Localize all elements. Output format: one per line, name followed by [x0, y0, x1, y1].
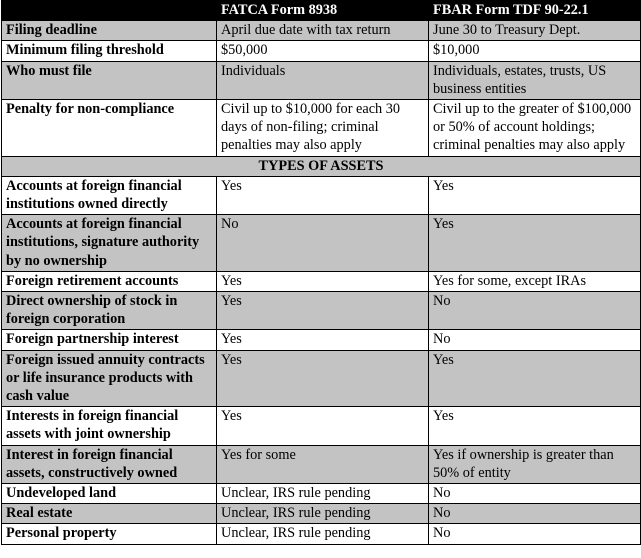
table-row	[2, 504, 641, 524]
row-label: Interests in foreign financial assets with joint ownership	[2, 407, 217, 445]
fbar-cell: Yes	[429, 407, 641, 445]
row-label: Minimum filing threshold	[2, 41, 217, 61]
fbar-cell: Individuals, estates, trusts, US business entities	[429, 61, 641, 99]
fatca-cell: Individuals	[217, 61, 429, 99]
row-label: Direct ownership of stock in foreign corporation	[2, 292, 217, 330]
row-label: Accounts at foreign financial institutions owned directly	[2, 176, 217, 214]
section-row-types-of-assets	[2, 156, 641, 176]
fatca-cell: No	[217, 215, 429, 272]
row-label: Filing deadline	[2, 21, 217, 41]
fatca-cell: Unclear, IRS rule pending	[217, 524, 429, 544]
fatca-fbar-comparison-table	[1, 0, 641, 545]
fbar-cell: Yes if ownership is greater than 50% of entity	[429, 445, 641, 483]
fatca-cell: Yes	[217, 407, 429, 445]
table-header-row	[2, 1, 641, 21]
fbar-cell: June 30 to Treasury Dept.	[429, 21, 641, 41]
table-row	[2, 41, 641, 61]
row-label: Personal property	[2, 524, 217, 544]
fbar-cell: Yes	[429, 350, 641, 407]
fbar-cell: No	[429, 484, 641, 504]
fbar-cell: Yes	[429, 215, 641, 272]
table-row	[2, 407, 641, 445]
fbar-cell: Yes	[429, 176, 641, 214]
table-row	[2, 61, 641, 99]
row-label: Undeveloped land	[2, 484, 217, 504]
table-body	[2, 21, 641, 544]
table-row	[2, 445, 641, 483]
table-row	[2, 292, 641, 330]
fatca-cell: Yes	[217, 330, 429, 350]
table-row	[2, 350, 641, 407]
row-label: Foreign partnership interest	[2, 330, 217, 350]
header-fatca: FATCA Form 8938	[217, 1, 429, 21]
row-label: Penalty for non-compliance	[2, 100, 217, 157]
fatca-cell: Yes	[217, 271, 429, 291]
header-fbar: FBAR Form TDF 90-22.1	[429, 1, 641, 21]
table-row	[2, 524, 641, 544]
fatca-cell: Yes	[217, 292, 429, 330]
row-label: Who must file	[2, 61, 217, 99]
fbar-cell: No	[429, 504, 641, 524]
fbar-cell: $10,000	[429, 41, 641, 61]
fatca-cell: $50,000	[217, 41, 429, 61]
table-row	[2, 100, 641, 157]
fatca-cell: Unclear, IRS rule pending	[217, 484, 429, 504]
fbar-cell: No	[429, 524, 641, 544]
fbar-cell: No	[429, 330, 641, 350]
fbar-cell: Yes for some, except IRAs	[429, 271, 641, 291]
row-label: Accounts at foreign financial institutions, signature authority by no ownership	[2, 215, 217, 272]
fatca-cell: Yes for some	[217, 445, 429, 483]
row-label: Interest in foreign financial assets, constructively owned	[2, 445, 217, 483]
table-row	[2, 215, 641, 272]
table-row	[2, 271, 641, 291]
fbar-cell: No	[429, 292, 641, 330]
row-label: Foreign retirement accounts	[2, 271, 217, 291]
fatca-cell: Yes	[217, 350, 429, 407]
row-label: Real estate	[2, 504, 217, 524]
fatca-cell: Unclear, IRS rule pending	[217, 504, 429, 524]
section-title: TYPES OF ASSETS	[2, 156, 641, 176]
table-row	[2, 176, 641, 214]
table-row	[2, 21, 641, 41]
fatca-cell: Civil up to $10,000 for each 30 days of non-filing; criminal penalties may also apply	[217, 100, 429, 157]
fatca-cell: April due date with tax return	[217, 21, 429, 41]
row-label: Foreign issued annuity contracts or life insurance products with cash value	[2, 350, 217, 407]
table-row	[2, 330, 641, 350]
table-row	[2, 484, 641, 504]
fbar-cell: Civil up to the greater of $100,000 or 50% of account holdings; criminal penalties may also apply	[429, 100, 641, 157]
header-blank-cell	[2, 1, 217, 21]
fatca-cell: Yes	[217, 176, 429, 214]
